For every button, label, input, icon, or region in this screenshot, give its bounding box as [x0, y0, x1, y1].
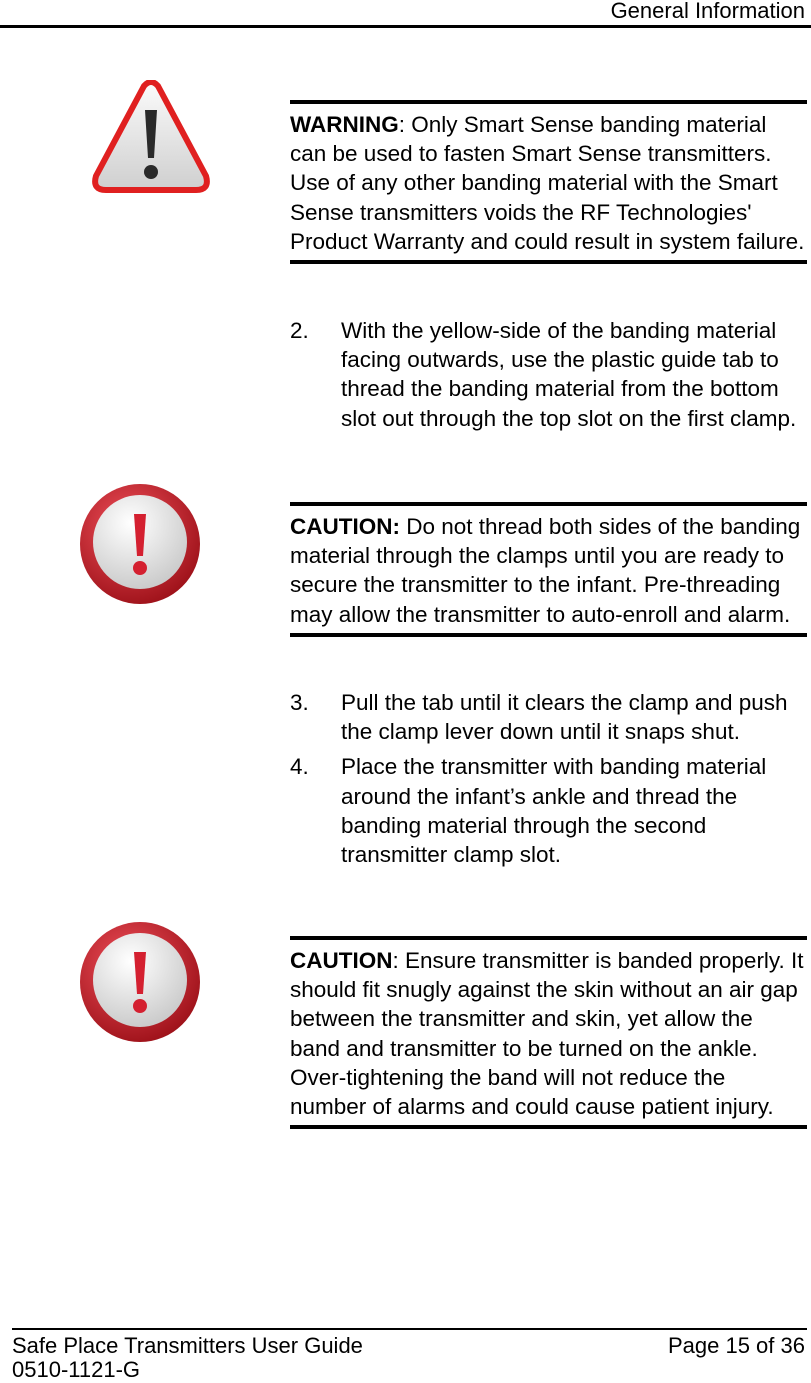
- caution-label: CAUTION:: [290, 514, 400, 539]
- footer-doc-number: 0510-1121-G: [12, 1357, 141, 1382]
- list-item-step-3: [290, 688, 807, 746]
- step-text: With the yellow-side of the banding material facing outwards, use the plastic guide tab to thread the banding material from the bottom slot out through the top slot on the first clamp.: [341, 318, 797, 431]
- list-item-step-2: [290, 316, 807, 433]
- step-number: 2.: [290, 318, 309, 343]
- caution-exclamation-icon: [78, 482, 202, 606]
- step-number: 3.: [290, 690, 309, 715]
- footer-guide-title: Safe Place Transmitters User Guide: [12, 1333, 363, 1358]
- step-text: Place the transmitter with banding material around the infant’s ankle and thread the banding material through the second transmitter clamp slot.: [341, 754, 767, 868]
- warning-triangle-icon: [92, 80, 210, 194]
- page-header-title: General Information: [610, 0, 805, 23]
- steps-list-b: [290, 688, 807, 869]
- footer-divider: [12, 1328, 807, 1330]
- step-text: Pull the tab until it clears the clamp and push the clamp lever down until it snaps shut.: [341, 690, 788, 745]
- warning-text: : Only Smart Sense banding material can be used to fasten Smart Sense transmitters. Use of any other banding material with the Smart Sense transmitters voids the RF Technologies' Product Warranty and could result in system failure.: [290, 112, 805, 254]
- caution-exclamation-icon: [78, 920, 202, 1044]
- footer-page-number: Page 15 of 36: [667, 1333, 805, 1358]
- caution-label: CAUTION: [290, 948, 393, 973]
- warning-label: WARNING: [290, 112, 399, 137]
- caution-notice-fit: [290, 936, 807, 1129]
- header-divider: [0, 25, 811, 28]
- caution-notice-threading: [290, 502, 807, 637]
- caution-text: : Ensure transmitter is banded properly. It should fit snugly against the skin without an air gap between the transmitter and skin, yet allow the band and transmitter to be turned on the ankle. Over-tightening the band will not reduce the number of alarms and could cause patient injury.: [290, 948, 804, 1120]
- caution-text: Do not thread both sides of the banding material through the clamps until you are ready to secure the transmitter to the infant. Pre-threading may allow the transmitter to auto-enroll and alarm.: [290, 514, 801, 627]
- list-item-step-4: [290, 752, 807, 869]
- step-number: 4.: [290, 754, 309, 780]
- steps-list-a: [290, 316, 807, 433]
- warning-notice: [290, 100, 807, 264]
